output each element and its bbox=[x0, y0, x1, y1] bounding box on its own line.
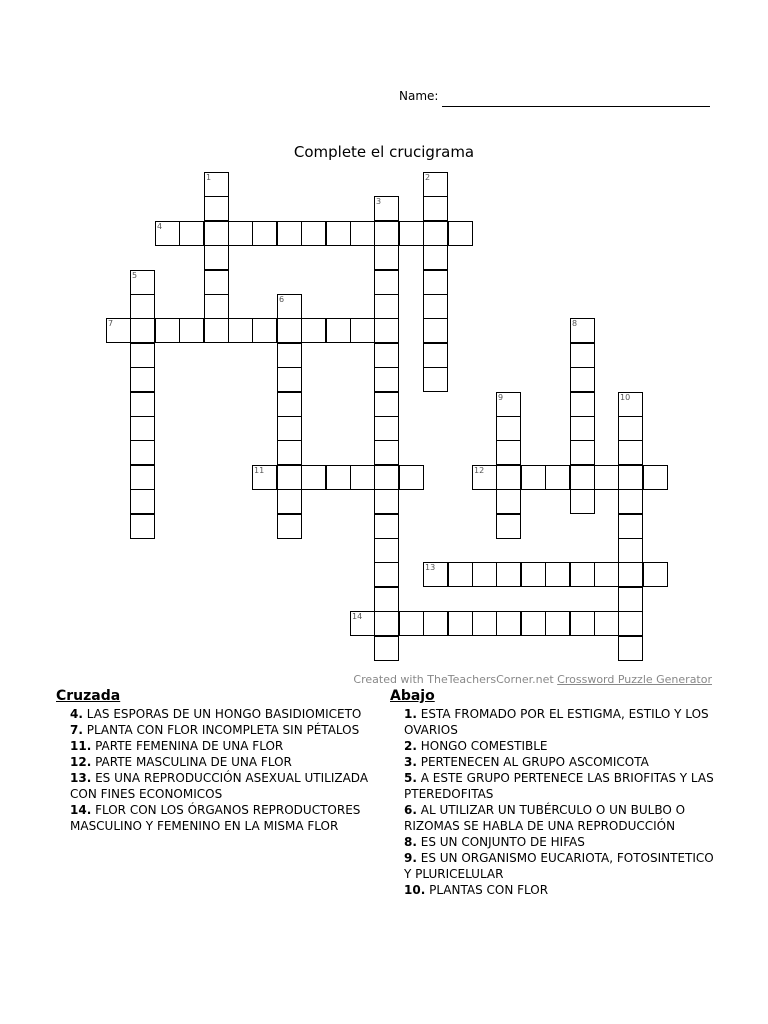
clue-text: HONGO COMESTIBLE bbox=[416, 739, 548, 753]
grid-cell[interactable] bbox=[204, 294, 229, 319]
grid-cell[interactable] bbox=[374, 611, 399, 636]
clue-number: 12. bbox=[70, 755, 92, 769]
grid-cell[interactable] bbox=[350, 221, 375, 246]
clue-number: 4. bbox=[70, 707, 83, 721]
clue-text: PARTE MASCULINA DE UNA FLOR bbox=[91, 755, 292, 769]
grid-cell[interactable] bbox=[326, 318, 351, 343]
grid-cell[interactable] bbox=[130, 416, 155, 441]
grid-cell[interactable] bbox=[423, 221, 448, 246]
name-label: Name: bbox=[399, 89, 439, 103]
across-clue bbox=[56, 802, 376, 834]
grid-cell[interactable] bbox=[179, 221, 204, 246]
grid-cell[interactable] bbox=[130, 392, 155, 417]
clue-text: A ESTE GRUPO PERTENECE LAS BRIOFITAS Y LAS PTEREDOFITAS bbox=[404, 771, 714, 801]
grid-cell[interactable] bbox=[496, 611, 521, 636]
grid-cell[interactable] bbox=[374, 245, 399, 270]
clue-number: 7. bbox=[70, 723, 83, 737]
clue-number: 2. bbox=[404, 739, 417, 753]
grid-cell[interactable] bbox=[277, 416, 302, 441]
grid-cell[interactable] bbox=[252, 465, 277, 490]
grid-cell[interactable] bbox=[374, 514, 399, 539]
grid-cell[interactable] bbox=[204, 318, 229, 343]
grid-cell[interactable] bbox=[130, 465, 155, 490]
grid-cell[interactable] bbox=[448, 221, 473, 246]
cell-number: 2 bbox=[425, 173, 431, 182]
clue-text: LAS ESPORAS DE UN HONGO BASIDIOMICETO bbox=[82, 707, 362, 721]
clue-number: 3. bbox=[404, 755, 417, 769]
grid-cell[interactable] bbox=[496, 562, 521, 587]
cell-number: 8 bbox=[572, 319, 578, 328]
grid-cell[interactable] bbox=[570, 392, 595, 417]
grid-cell[interactable] bbox=[594, 465, 619, 490]
grid-cell[interactable] bbox=[204, 245, 229, 270]
grid-cell[interactable] bbox=[204, 196, 229, 221]
grid-cell[interactable] bbox=[423, 611, 448, 636]
grid-cell[interactable] bbox=[423, 196, 448, 221]
clue-number: 1. bbox=[404, 707, 417, 721]
grid-cell[interactable] bbox=[521, 465, 546, 490]
grid-cell[interactable] bbox=[130, 440, 155, 465]
grid-cell[interactable] bbox=[204, 270, 229, 295]
grid-cell[interactable] bbox=[399, 221, 424, 246]
grid-cell[interactable] bbox=[570, 318, 595, 343]
clue-text: ESTA FROMADO POR EL ESTIGMA, ESTILO Y LOS OVARIOS bbox=[404, 707, 709, 737]
down-clue bbox=[390, 754, 720, 770]
across-clue bbox=[56, 770, 376, 802]
grid-cell[interactable] bbox=[277, 514, 302, 539]
grid-cell[interactable] bbox=[228, 221, 253, 246]
grid-cell[interactable] bbox=[570, 367, 595, 392]
cell-number: 3 bbox=[376, 197, 382, 206]
grid-cell[interactable] bbox=[570, 343, 595, 368]
grid-cell[interactable] bbox=[570, 440, 595, 465]
clue-number: 8. bbox=[404, 835, 417, 849]
across-heading: Cruzada bbox=[56, 688, 121, 704]
across-clues bbox=[56, 688, 376, 834]
grid-cell[interactable] bbox=[277, 367, 302, 392]
cell-number: 1 bbox=[206, 173, 212, 182]
grid-cell[interactable] bbox=[130, 270, 155, 295]
grid-cell[interactable] bbox=[326, 465, 351, 490]
grid-cell[interactable] bbox=[618, 562, 643, 587]
clue-text: FLOR CON LOS ÓRGANOS REPRODUCTORES MASCULINO Y FEMENINO EN LA MISMA FLOR bbox=[70, 803, 361, 833]
grid-cell[interactable] bbox=[374, 196, 399, 221]
grid-cell[interactable] bbox=[301, 318, 326, 343]
grid-cell[interactable] bbox=[496, 416, 521, 441]
grid-cell[interactable] bbox=[277, 489, 302, 514]
clue-number: 11. bbox=[70, 739, 92, 753]
grid-cell[interactable] bbox=[618, 416, 643, 441]
clue-text: PARTE FEMENINA DE UNA FLOR bbox=[91, 739, 284, 753]
grid-cell[interactable] bbox=[618, 514, 643, 539]
grid-cell[interactable] bbox=[448, 611, 473, 636]
grid-cell[interactable] bbox=[374, 465, 399, 490]
down-clue-list bbox=[390, 706, 720, 898]
grid-cell[interactable] bbox=[618, 611, 643, 636]
cell-number: 11 bbox=[254, 466, 265, 475]
across-clue-list bbox=[56, 706, 376, 834]
clue-number: 14. bbox=[70, 803, 92, 817]
clue-number: 13. bbox=[70, 771, 92, 785]
across-clue bbox=[56, 754, 376, 770]
grid-cell[interactable] bbox=[350, 465, 375, 490]
down-clue bbox=[390, 802, 720, 834]
cell-number: 5 bbox=[132, 271, 138, 280]
clue-number: 5. bbox=[404, 771, 417, 785]
credit-prefix: Created with TheTeachersCorner.net bbox=[353, 673, 554, 686]
down-clue bbox=[390, 834, 720, 850]
grid-cell[interactable] bbox=[570, 489, 595, 514]
grid-cell[interactable] bbox=[252, 318, 277, 343]
grid-cell[interactable] bbox=[618, 538, 643, 563]
cell-number: 9 bbox=[498, 393, 504, 402]
grid-cell[interactable] bbox=[374, 294, 399, 319]
grid-cell[interactable] bbox=[277, 343, 302, 368]
grid-cell[interactable] bbox=[130, 367, 155, 392]
cell-number: 6 bbox=[279, 295, 285, 304]
grid-cell[interactable] bbox=[643, 465, 668, 490]
grid-cell[interactable] bbox=[570, 562, 595, 587]
grid-cell[interactable] bbox=[399, 611, 424, 636]
grid-cell[interactable] bbox=[448, 562, 473, 587]
grid-cell[interactable] bbox=[179, 318, 204, 343]
grid-cell[interactable] bbox=[374, 562, 399, 587]
down-heading: Abajo bbox=[390, 688, 435, 704]
grid-cell[interactable] bbox=[277, 221, 302, 246]
grid-cell[interactable] bbox=[570, 611, 595, 636]
grid-cell[interactable] bbox=[496, 392, 521, 417]
grid-cell[interactable] bbox=[130, 343, 155, 368]
grid-cell[interactable] bbox=[228, 318, 253, 343]
grid-cell[interactable] bbox=[472, 562, 497, 587]
grid-cell[interactable] bbox=[521, 562, 546, 587]
grid-cell[interactable] bbox=[350, 318, 375, 343]
grid-cell[interactable] bbox=[423, 294, 448, 319]
grid-cell[interactable] bbox=[130, 514, 155, 539]
grid-cell[interactable] bbox=[374, 636, 399, 661]
grid-cell[interactable] bbox=[277, 440, 302, 465]
cell-number: 7 bbox=[108, 319, 114, 328]
grid-cell[interactable] bbox=[618, 587, 643, 612]
cell-number: 12 bbox=[474, 466, 485, 475]
grid-cell[interactable] bbox=[252, 221, 277, 246]
grid-cell[interactable] bbox=[204, 172, 229, 197]
grid-cell[interactable] bbox=[496, 465, 521, 490]
down-clue bbox=[390, 738, 720, 754]
grid-cell[interactable] bbox=[594, 611, 619, 636]
grid-cell[interactable] bbox=[496, 514, 521, 539]
grid-cell[interactable] bbox=[423, 562, 448, 587]
cell-number: 13 bbox=[425, 563, 436, 572]
grid-cell[interactable] bbox=[423, 367, 448, 392]
down-clue bbox=[390, 850, 720, 882]
grid-cell[interactable] bbox=[374, 270, 399, 295]
grid-cell[interactable] bbox=[521, 611, 546, 636]
clue-number: 9. bbox=[404, 851, 417, 865]
clue-text: AL UTILIZAR UN TUBÉRCULO O UN BULBO O RIZOMAS SE HABLA DE UNA REPRODUCCIÓN bbox=[404, 803, 686, 833]
grid-cell[interactable] bbox=[472, 465, 497, 490]
clue-text: ES UN CONJUNTO DE HIFAS bbox=[416, 835, 585, 849]
grid-cell[interactable] bbox=[204, 221, 229, 246]
grid-cell[interactable] bbox=[374, 587, 399, 612]
grid-cell[interactable] bbox=[570, 465, 595, 490]
grid-cell[interactable] bbox=[277, 318, 302, 343]
down-clue bbox=[390, 770, 720, 802]
grid-cell[interactable] bbox=[594, 562, 619, 587]
grid-cell[interactable] bbox=[374, 343, 399, 368]
grid-cell[interactable] bbox=[326, 221, 351, 246]
clue-text: ES UNA REPRODUCCIÓN ASEXUAL UTILIZADA CON FINES ECONOMICOS bbox=[70, 771, 369, 801]
grid-cell[interactable] bbox=[374, 221, 399, 246]
grid-cell[interactable] bbox=[643, 562, 668, 587]
grid-cell[interactable] bbox=[399, 465, 424, 490]
grid-cell[interactable] bbox=[618, 392, 643, 417]
grid-cell[interactable] bbox=[374, 318, 399, 343]
page-title: Complete el crucigrama bbox=[293, 143, 475, 161]
grid-cell[interactable] bbox=[277, 294, 302, 319]
clue-number: 6. bbox=[404, 803, 417, 817]
grid-cell[interactable] bbox=[350, 611, 375, 636]
grid-cell[interactable] bbox=[472, 611, 497, 636]
across-clue bbox=[56, 706, 376, 722]
grid-cell[interactable] bbox=[106, 318, 131, 343]
generator-link[interactable]: Crossword Puzzle Generator bbox=[557, 673, 712, 686]
grid-cell[interactable] bbox=[423, 343, 448, 368]
clue-number: 10. bbox=[404, 883, 426, 897]
clue-text: ES UN ORGANISMO EUCARIOTA, FOTOSINTETICO Y PLURICELULAR bbox=[404, 851, 714, 881]
across-clue bbox=[56, 738, 376, 754]
grid-cell[interactable] bbox=[545, 465, 570, 490]
grid-cell[interactable] bbox=[423, 270, 448, 295]
grid-cell[interactable] bbox=[618, 440, 643, 465]
grid-cell[interactable] bbox=[374, 489, 399, 514]
down-clue bbox=[390, 706, 720, 738]
clue-text: PERTENECEN AL GRUPO ASCOMICOTA bbox=[416, 755, 649, 769]
grid-cell[interactable] bbox=[423, 245, 448, 270]
down-clue bbox=[390, 882, 720, 898]
grid-cell[interactable] bbox=[374, 538, 399, 563]
grid-cell[interactable] bbox=[130, 318, 155, 343]
grid-cell[interactable] bbox=[374, 392, 399, 417]
clue-text: PLANTA CON FLOR INCOMPLETA SIN PÉTALOS bbox=[82, 723, 360, 737]
cell-number: 10 bbox=[620, 393, 631, 402]
clue-text: PLANTAS CON FLOR bbox=[425, 883, 549, 897]
grid-cell[interactable] bbox=[618, 636, 643, 661]
grid-cell[interactable] bbox=[301, 465, 326, 490]
cell-number: 14 bbox=[352, 612, 363, 621]
grid-cell[interactable] bbox=[423, 318, 448, 343]
grid-cell[interactable] bbox=[570, 416, 595, 441]
across-clue bbox=[56, 722, 376, 738]
grid-cell[interactable] bbox=[545, 562, 570, 587]
grid-cell[interactable] bbox=[496, 489, 521, 514]
grid-cell[interactable] bbox=[374, 440, 399, 465]
grid-cell[interactable] bbox=[277, 465, 302, 490]
down-clues bbox=[390, 688, 720, 898]
grid-cell[interactable] bbox=[374, 416, 399, 441]
grid-cell[interactable] bbox=[301, 221, 326, 246]
cell-number: 4 bbox=[157, 222, 163, 231]
grid-cell[interactable] bbox=[277, 392, 302, 417]
grid-cell[interactable] bbox=[618, 465, 643, 490]
grid-cell[interactable] bbox=[618, 489, 643, 514]
credit-line bbox=[353, 673, 712, 686]
grid-cell[interactable] bbox=[155, 318, 180, 343]
grid-cell[interactable] bbox=[374, 367, 399, 392]
grid-cell[interactable] bbox=[130, 489, 155, 514]
grid-cell[interactable] bbox=[155, 221, 180, 246]
grid-cell[interactable] bbox=[496, 440, 521, 465]
grid-cell[interactable] bbox=[545, 611, 570, 636]
grid-cell[interactable] bbox=[130, 294, 155, 319]
grid-cell[interactable] bbox=[423, 172, 448, 197]
